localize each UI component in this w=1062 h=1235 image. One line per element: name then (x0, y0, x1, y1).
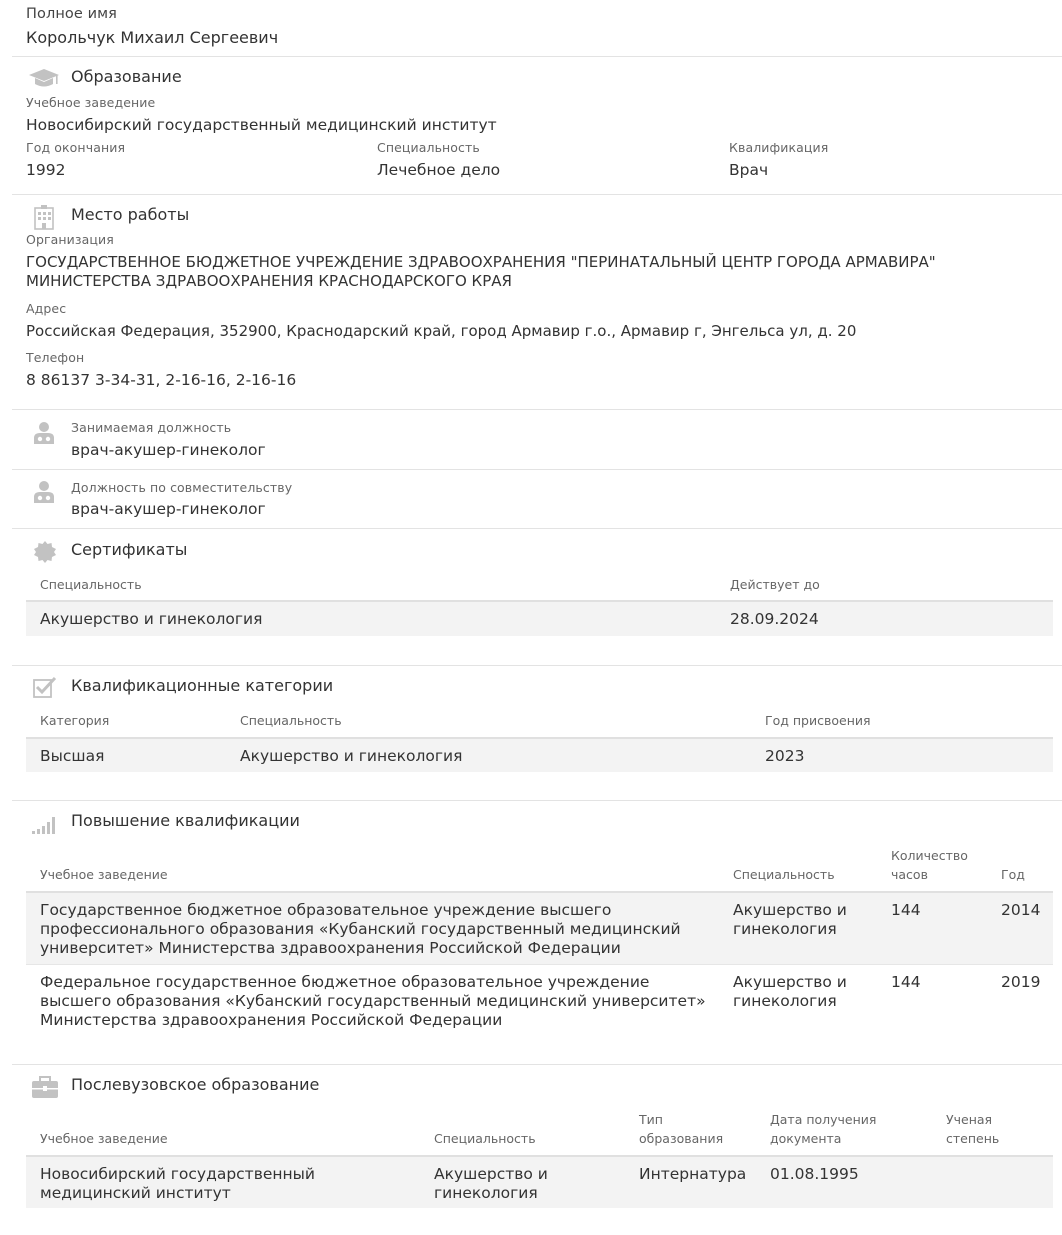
train-col-institution: Учебное заведение (40, 867, 168, 882)
pg-type-cell: Интернатура (639, 1165, 747, 1183)
table-row (26, 893, 1053, 964)
pg-institution-line: медицинский институт (40, 1184, 231, 1202)
pg-col-specialty: Специальность (434, 1131, 536, 1146)
train-col-hours-1: Количество (891, 848, 968, 863)
divider (12, 665, 1062, 666)
graduation-year-label: Год окончания (26, 140, 126, 155)
address-value: Российская Федерация, 352900, Краснодарский край, город Армавир г.о., Армавир г, Энгельса ул, д. 20 (26, 322, 857, 340)
pg-col-date-2: документа (770, 1131, 842, 1146)
pg-specialty-line: Акушерство и (434, 1165, 548, 1183)
position-value: врач-акушер-гинеколог (71, 441, 266, 459)
train-hours-cell: 144 (891, 973, 921, 991)
full-name-label: Полное имя (26, 6, 118, 22)
cat-specialty-cell: Акушерство и гинекология (240, 747, 463, 765)
divider (12, 409, 1062, 410)
divider (12, 56, 1062, 57)
certificates-title: Сертификаты (71, 540, 188, 559)
institution-label: Учебное заведение (26, 95, 156, 110)
training-title: Повышение квалификации (71, 811, 300, 830)
phone-value: 8 86137 3-34-31, 2-16-16, 2-16-16 (26, 371, 297, 389)
specialty-label: Специальность (377, 140, 480, 155)
table-row (26, 739, 1053, 772)
briefcase-icon (31, 1075, 59, 1099)
train-institution-line: Государственное бюджетное образовательное учреждение высшего (40, 901, 612, 919)
cat-col-specialty: Специальность (240, 713, 342, 728)
secondary-position-label: Должность по совместительству (71, 480, 293, 495)
train-col-specialty: Специальность (733, 867, 835, 882)
certificate-seal-icon (33, 540, 57, 564)
train-institution-line: профессионального образования «Кубанский государственный медицинский (40, 920, 681, 938)
signal-bars-icon (31, 811, 59, 835)
qualification-value: Врач (729, 161, 769, 179)
cat-col-year: Год присвоения (765, 713, 871, 728)
divider (12, 800, 1062, 801)
train-institution-line: Федеральное государственное бюджетное образовательное учреждение (40, 973, 650, 991)
divider (12, 1064, 1062, 1065)
pg-col-degree-1: Ученая (946, 1112, 993, 1127)
checkbox-check-icon (33, 676, 57, 698)
table-row (26, 965, 1053, 1037)
divider (12, 469, 1062, 470)
divider (12, 528, 1062, 529)
postgrad-title: Послевузовское образование (71, 1075, 320, 1094)
train-institution-line: высшего образования «Кубанский государственный медицинский университет» (40, 992, 706, 1010)
graduation-cap-icon (27, 67, 61, 89)
train-specialty-line: гинекология (733, 992, 837, 1010)
cert-col-specialty: Специальность (40, 577, 142, 592)
train-institution-line: Министерства здравоохранения Российской Федерации (40, 1011, 503, 1029)
train-institution-line: университет» Министерства здравоохранения Российской Федерации (40, 939, 621, 957)
institution-value: Новосибирский государственный медицинский институт (26, 116, 497, 134)
secondary-position-value: врач-акушер-гинеколог (71, 500, 266, 518)
train-col-hours-2: часов (891, 867, 928, 882)
qualification-label: Квалификация (729, 140, 829, 155)
organization-line-1: ГОСУДАРСТВЕННОЕ БЮДЖЕТНОЕ УЧРЕЖДЕНИЕ ЗДРАВООХРАНЕНИЯ "ПЕРИНАТАЛЬНЫЙ ЦЕНТР ГОРОДА АРМАВИРА" (26, 253, 936, 271)
categories-title: Квалификационные категории (71, 676, 334, 695)
address-label: Адрес (26, 301, 67, 316)
pg-institution-line: Новосибирский государственный (40, 1165, 315, 1183)
organization-line-2: МИНИСТЕРСТВА ЗДРАВООХРАНЕНИЯ КРАСНОДАРСКОГО КРАЯ (26, 272, 512, 290)
organization-label: Организация (26, 232, 114, 247)
pg-specialty-line: гинекология (434, 1184, 538, 1202)
pg-col-date-1: Дата получения (770, 1112, 877, 1127)
cert-col-valid-until: Действует до (730, 577, 820, 592)
phone-label: Телефон (26, 350, 85, 365)
train-col-year: Год (1001, 867, 1025, 882)
cat-category-cell: Высшая (40, 747, 105, 765)
pg-col-institution: Учебное заведение (40, 1131, 168, 1146)
pg-col-type-2: образования (639, 1131, 724, 1146)
cert-valid-until-cell: 28.09.2024 (730, 610, 819, 628)
table-row (26, 602, 1053, 636)
doctor-icon (33, 421, 55, 445)
train-year-cell: 2014 (1001, 901, 1041, 919)
cat-col-category: Категория (40, 713, 110, 728)
specialty-value: Лечебное дело (377, 161, 501, 179)
train-specialty-line: Акушерство и (733, 973, 847, 991)
graduation-year-value: 1992 (26, 161, 66, 179)
train-hours-cell: 144 (891, 901, 921, 919)
position-label: Занимаемая должность (71, 420, 232, 435)
table-row (26, 1157, 1053, 1208)
doctor-icon (33, 480, 55, 504)
cert-specialty-cell: Акушерство и гинекология (40, 610, 263, 628)
full-name-value: Корольчук Михаил Сергеевич (26, 28, 279, 47)
train-specialty-line: гинекология (733, 920, 837, 938)
education-title: Образование (71, 67, 182, 86)
workplace-title: Место работы (71, 205, 190, 224)
train-year-cell: 2019 (1001, 973, 1041, 991)
divider (12, 194, 1062, 195)
train-specialty-line: Акушерство и (733, 901, 847, 919)
building-icon (33, 204, 55, 230)
cat-year-cell: 2023 (765, 747, 805, 765)
pg-col-degree-2: степень (946, 1131, 1000, 1146)
pg-col-type-1: Тип (639, 1112, 663, 1127)
pg-date-cell: 01.08.1995 (770, 1165, 859, 1183)
